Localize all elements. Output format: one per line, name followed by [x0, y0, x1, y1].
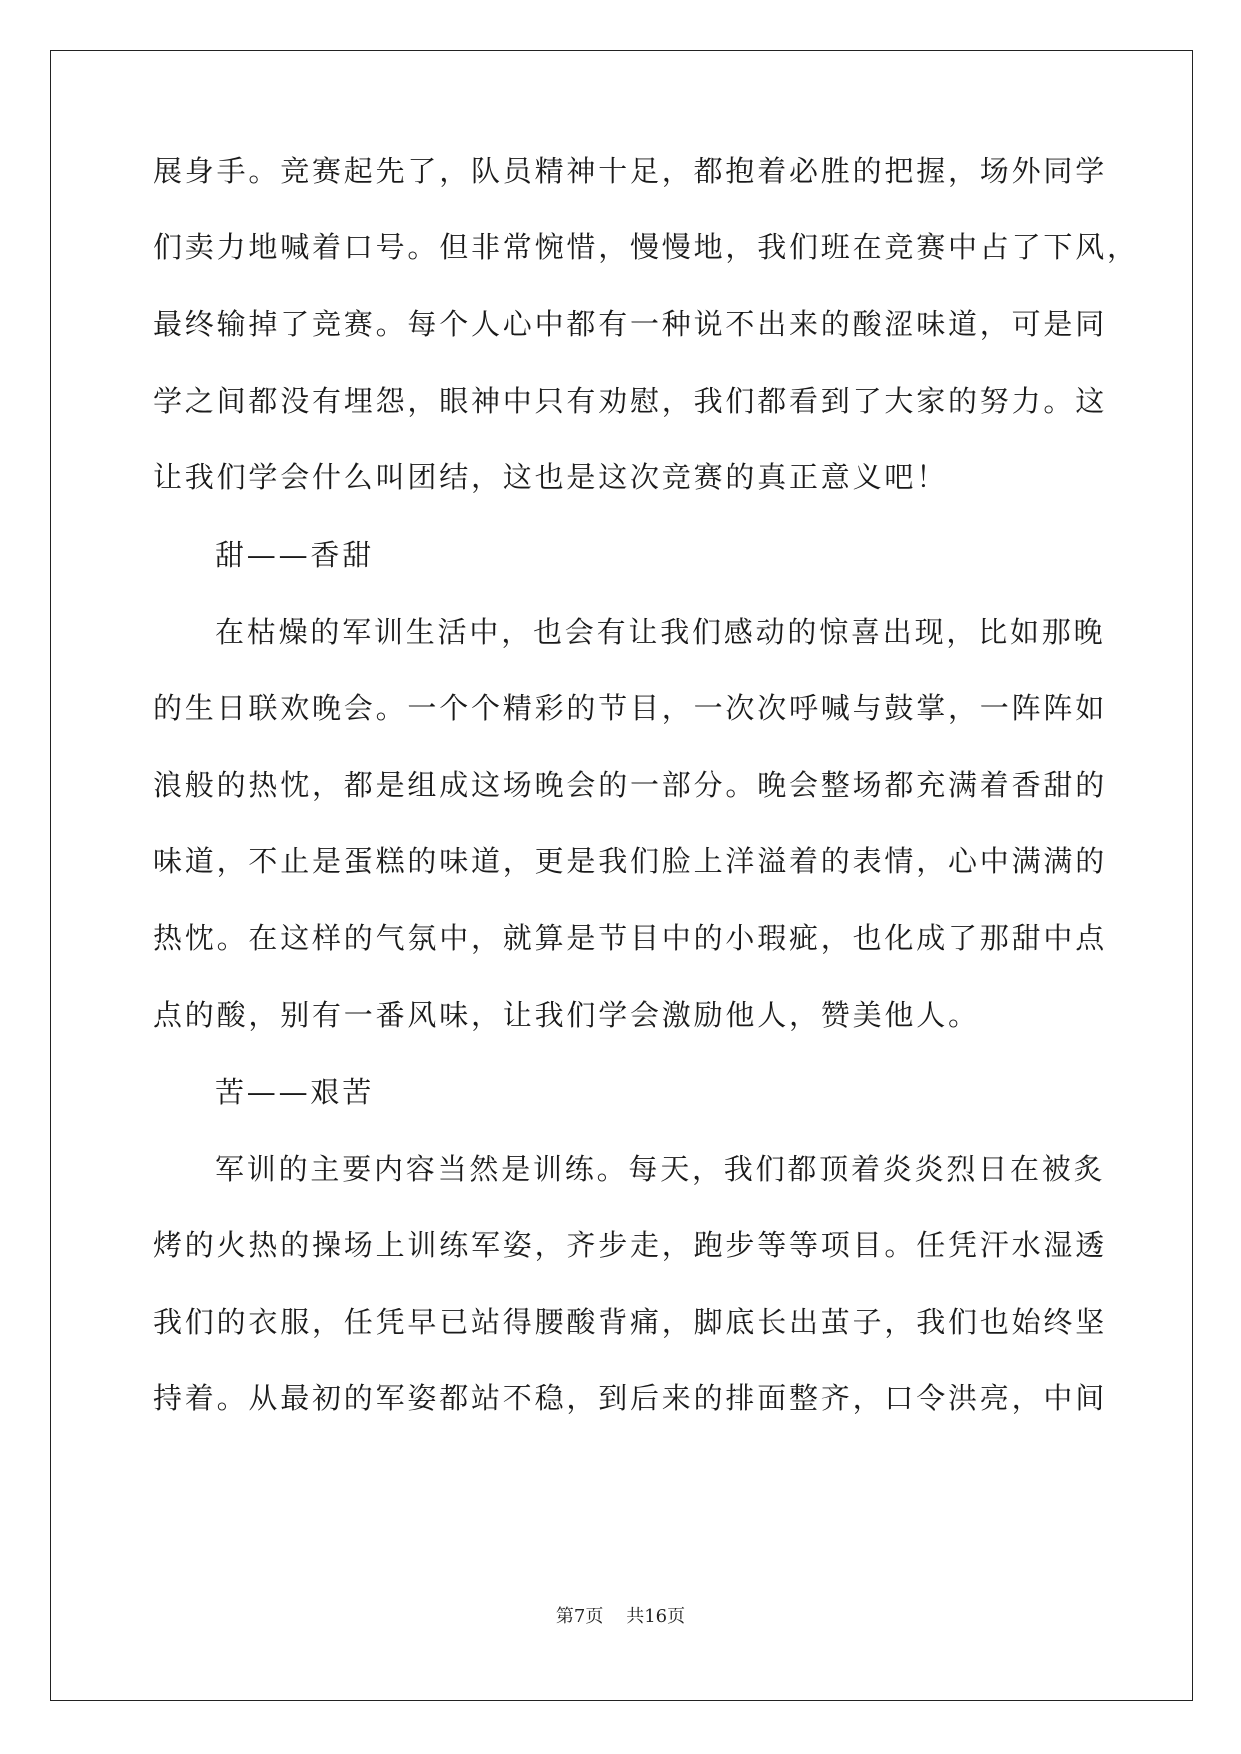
paragraph-line: 我们的衣服，任凭早已站得腰酸背痛，脚底长出茧子，我们也始终坚 — [153, 1305, 1108, 1339]
paragraph-line: 点的酸，别有一番风味，让我们学会激励他人，赞美他人。 — [153, 998, 980, 1032]
paragraph-line: 在枯燥的军训生活中，也会有让我们感动的惊喜出现，比如那晚 — [215, 615, 1106, 649]
paragraph-line: 味道，不止是蛋糕的味道，更是我们脸上洋溢着的表情，心中满满的 — [153, 844, 1108, 878]
paragraph-line: 持着。从最初的军姿都站不稳，到后来的排面整齐，口令洪亮，中间 — [153, 1381, 1108, 1415]
section-heading: 甜——香甜 — [215, 538, 375, 572]
paragraph-line: 烤的火热的操场上训练军姿，齐步走，跑步等等项目。任凭汗水湿透 — [153, 1228, 1108, 1262]
paragraph-line: 展身手。竞赛起先了，队员精神十足，都抱着必胜的把握，场外同学 — [153, 154, 1108, 188]
paragraph-line: 的生日联欢晚会。一个个精彩的节目，一次次呼喊与鼓掌，一阵阵如 — [153, 691, 1108, 725]
paragraph-line: 让我们学会什么叫团结，这也是这次竞赛的真正意义吧！ — [153, 460, 949, 494]
paragraph-line: 浪般的热忱，都是组成这场晚会的一部分。晚会整场都充满着香甜的 — [153, 768, 1108, 802]
paragraph-line: 热忱。在这样的气氛中，就算是节目中的小瑕疵，也化成了那甜中点 — [153, 921, 1108, 955]
paragraph-line: 学之间都没有埋怨，眼神中只有劝慰，我们都看到了大家的努力。这 — [153, 384, 1108, 418]
section-heading: 苦——艰苦 — [215, 1075, 375, 1109]
paragraph-line: 军训的主要内容当然是训练。每天，我们都顶着炎炎烈日在被炙 — [215, 1152, 1106, 1186]
page-number-footer: 第7页 共16页 — [555, 1606, 686, 1627]
paragraph-line: 最终输掉了竞赛。每个人心中都有一种说不出来的酸涩味道，可是同 — [153, 307, 1108, 341]
paragraph-line: 们卖力地喊着口号。但非常惋惜，慢慢地，我们班在竞赛中占了下风， — [153, 230, 1139, 264]
